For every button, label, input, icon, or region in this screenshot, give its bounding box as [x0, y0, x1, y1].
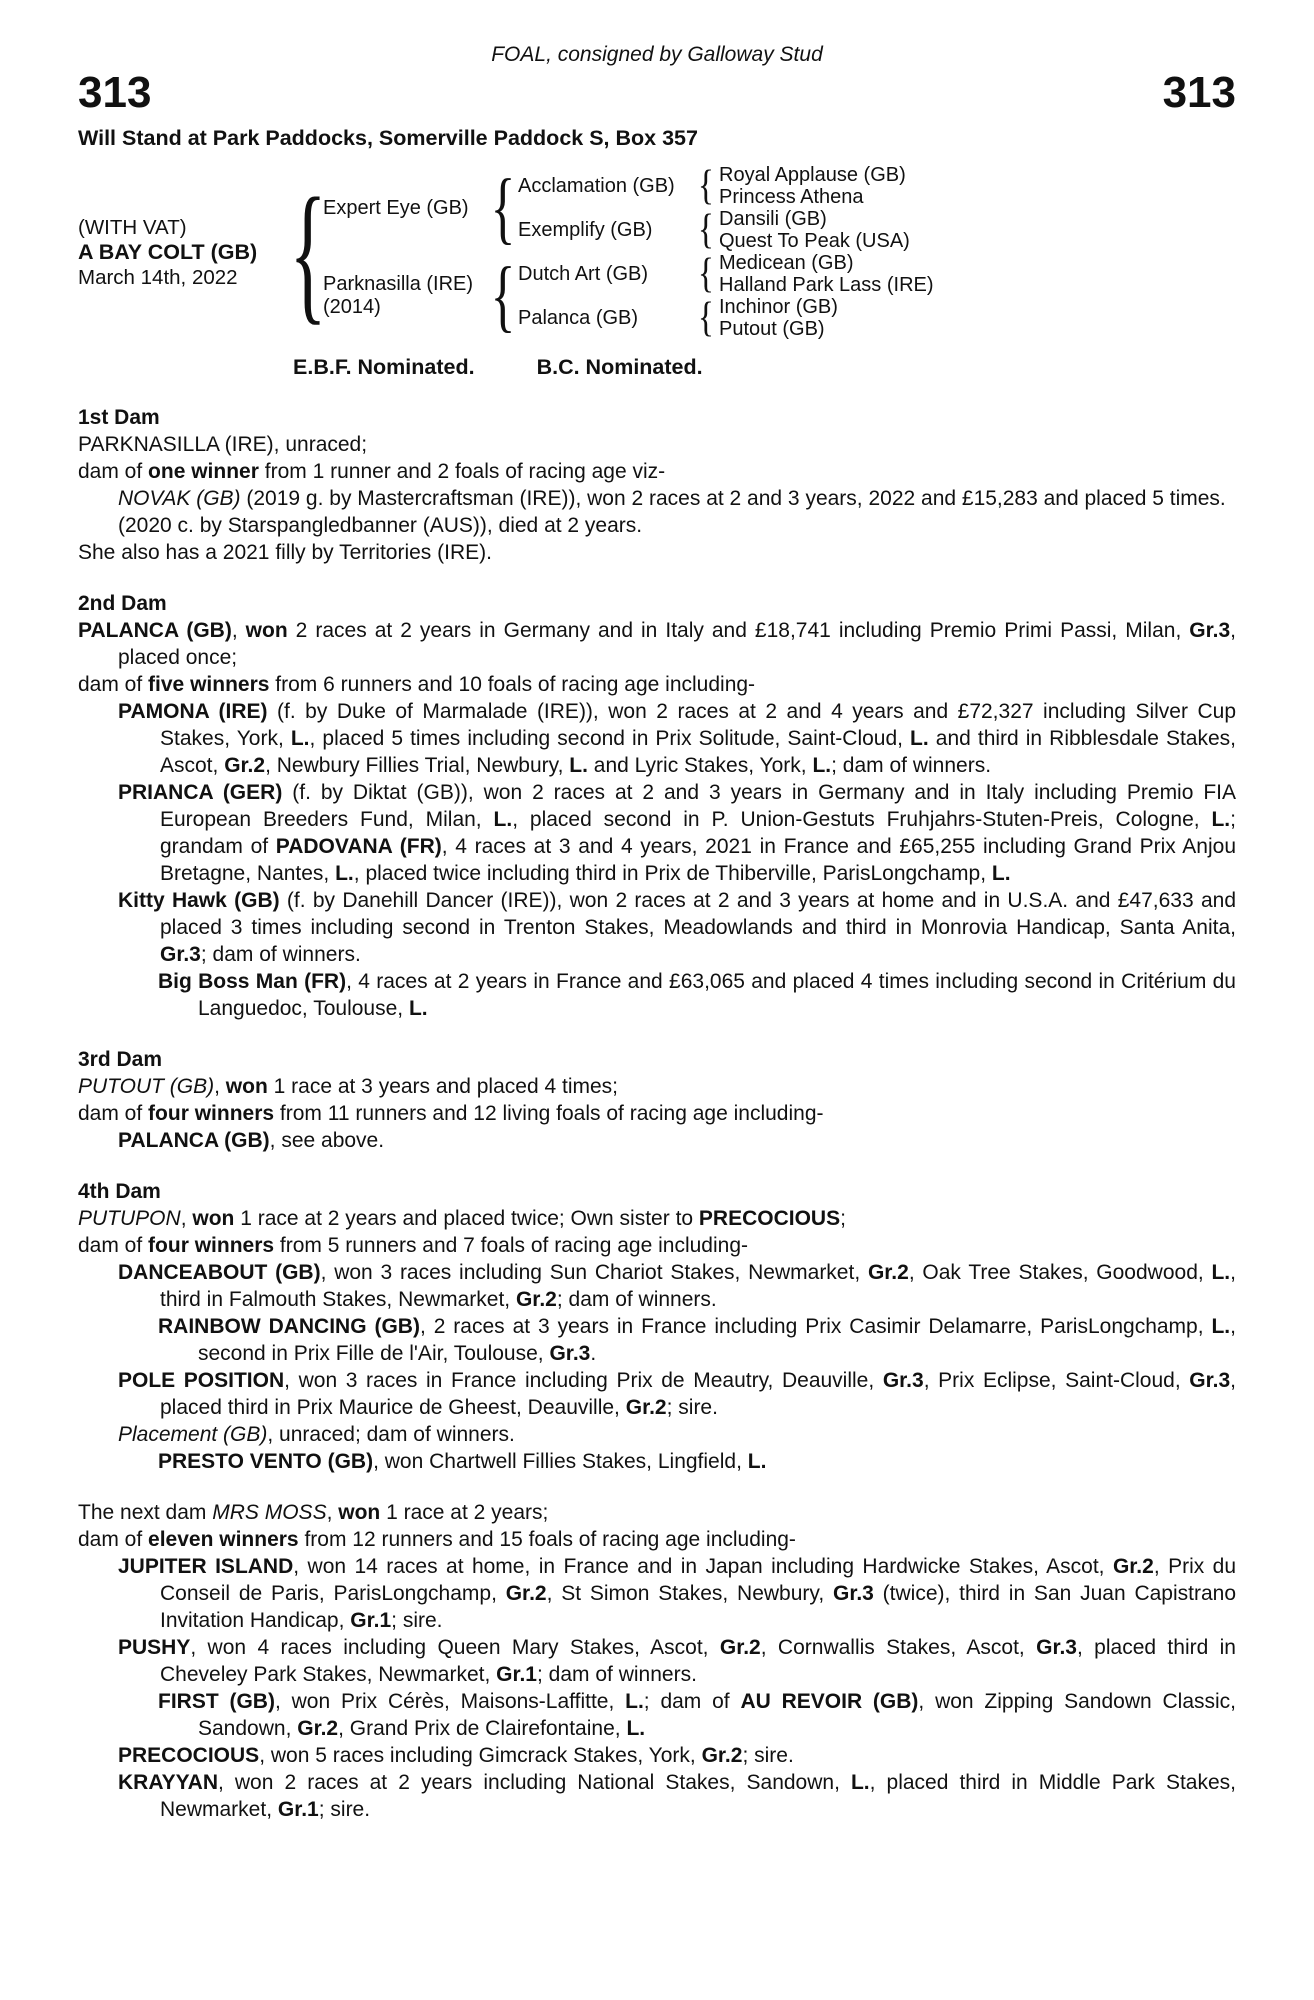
- sire-brace-icon: {: [490, 164, 516, 252]
- gen3-brace-icon: {: [697, 295, 715, 341]
- gen3-brace-icon: {: [697, 251, 715, 297]
- dam-section: [78, 404, 1236, 566]
- gen3-name: Quest To Peak (USA): [719, 230, 910, 252]
- catalogue-paragraph: The next dam MRS MOSS, won 1 race at 2 years;: [78, 1501, 549, 1524]
- sire-dam-name: Exemplify (GB): [518, 219, 653, 241]
- dam-name: [323, 252, 488, 340]
- catalogue-paragraph: Big Boss Man (FR), 4 races at 2 years in France and £63,065 and placed 4 times including second in Critérium du Languedoc, Toulouse, L.: [158, 970, 1236, 1020]
- gen3-brace-icon: {: [697, 163, 715, 209]
- catalogue-paragraph: She also has a 2021 filly by Territories (IRE).: [78, 541, 492, 564]
- vat-note: (WITH VAT): [78, 215, 187, 239]
- section-heading: 1st Dam: [78, 406, 160, 429]
- pedigree-table: [78, 164, 1236, 340]
- catalogue-paragraph: PARKNASILLA (IRE), unraced;: [78, 433, 368, 456]
- dam-section: [78, 590, 1236, 1022]
- pedigree-main-brace-icon: {: [289, 165, 327, 338]
- gen3-name: Medicean (GB): [719, 252, 854, 274]
- catalogue-paragraph: (2020 c. by Starspangledbanner (AUS)), died at 2 years.: [118, 514, 643, 537]
- catalogue-paragraph: dam of eleven winners from 12 runners and 15 foals of racing age including-: [78, 1528, 796, 1551]
- lot-number-right: 313: [1162, 68, 1236, 117]
- catalogue-paragraph: DANCEABOUT (GB), won 3 races including Sun Chariot Stakes, Newmarket, Gr.2, Oak Tree Stakes, Goodwood, L., third in Falmouth Stakes, Newmarket, Gr.2; dam of winners.: [118, 1261, 1236, 1311]
- catalogue-paragraph: PRECOCIOUS, won 5 races including Gimcrack Stakes, York, Gr.2; sire.: [118, 1744, 794, 1767]
- subject-info: [78, 164, 293, 340]
- catalogue-paragraph: PUSHY, won 4 races including Queen Mary Stakes, Ascot, Gr.2, Cornwallis Stakes, Ascot, Gr.3, placed third in Cheveley Park Stakes, Newmarket, Gr.1; dam of winners.: [118, 1636, 1236, 1686]
- foal-date: March 14th, 2022: [78, 265, 238, 289]
- gen3-name: Halland Park Lass (IRE): [719, 274, 934, 296]
- gen3-name: Putout (GB): [719, 318, 825, 340]
- catalogue-paragraph: KRAYYAN, won 2 races at 2 years including National Stakes, Sandown, L., placed third in Middle Park Stakes, Newmarket, Gr.1; sire.: [118, 1771, 1236, 1821]
- section-heading: 3rd Dam: [78, 1048, 163, 1071]
- consignor-line: FOAL, consigned by Galloway Stud: [491, 43, 823, 66]
- lot-number-left: 313: [78, 68, 152, 117]
- catalogue-paragraph: PRESTO VENTO (GB), won Chartwell Fillies Stakes, Lingfield, L.: [158, 1450, 767, 1473]
- dam-sire-name: Dutch Art (GB): [518, 263, 649, 285]
- catalogue-paragraph: PUTUPON, won 1 race at 2 years and placed twice; Own sister to PRECOCIOUS;: [78, 1207, 846, 1230]
- catalogue-paragraph: PALANCA (GB), won 2 races at 2 years in Germany and in Italy and £18,741 including Premio Primi Passi, Milan, Gr.3, placed once;: [78, 619, 1236, 669]
- catalogue-paragraph: PALANCA (GB), see above.: [118, 1129, 385, 1152]
- subject-name: A BAY COLT (GB): [78, 239, 258, 264]
- catalogue-paragraph: RAINBOW DANCING (GB), 2 races at 3 years in France including Prix Casimir Delamarre, ParisLongchamp, L., second in Prix Fille de l'Air, Toulouse, Gr.3.: [158, 1315, 1236, 1365]
- catalogue-paragraph: PAMONA (IRE) (f. by Duke of Marmalade (IRE)), won 2 races at 2 and 4 years and £72,327 including Silver Cup Stakes, York, L., placed 5 times including second in Prix Solitude, Saint-Cloud, L. and third in Ribblesdale Stakes, Ascot, Gr.2, Newbury Fillies Trial, Newbury, L. and Lyric Stakes, York, L.; dam of winners.: [118, 700, 1236, 777]
- dam-name-text: Parknasilla (IRE): [323, 273, 474, 295]
- dam-year: (2014): [323, 296, 381, 318]
- catalogue-paragraph: Kitty Hawk (GB) (f. by Danehill Dancer (IRE)), won 2 races at 2 and 3 years at home and in U.S.A. and £47,633 and placed 3 times including second in Trenton Stakes, Meadowlands and third in Monrovia Handicap, Santa Anita, Gr.3; dam of winners.: [118, 889, 1236, 966]
- sire-name: Expert Eye (GB): [323, 197, 469, 219]
- lot-number-row: [78, 70, 1236, 116]
- catalogue-paragraph: dam of four winners from 11 runners and 12 living foals of racing age including-: [78, 1102, 824, 1125]
- nominations-row: [78, 354, 1236, 380]
- dam-section: [78, 1178, 1236, 1475]
- gen3-brace-icon: {: [697, 207, 715, 253]
- catalogue-paragraph: dam of one winner from 1 runner and 2 foals of racing age viz-: [78, 460, 666, 483]
- catalogue-paragraph: dam of five winners from 6 runners and 10 foals of racing age including-: [78, 673, 756, 696]
- catalogue-body: [78, 404, 1236, 1823]
- dam-section: [78, 1499, 1236, 1823]
- catalogue-paragraph: dam of four winners from 5 runners and 7 foals of racing age including-: [78, 1234, 748, 1257]
- dam-section: [78, 1046, 1236, 1154]
- section-heading: 4th Dam: [78, 1180, 161, 1203]
- dam-brace-icon: {: [490, 252, 516, 340]
- catalogue-paragraph: Placement (GB), unraced; dam of winners.: [118, 1423, 515, 1446]
- dam-dam-name: Palanca (GB): [518, 307, 639, 329]
- sire-sire-name: Acclamation (GB): [518, 175, 675, 197]
- stand-location-line: Will Stand at Park Paddocks, Somerville Paddock S, Box 357: [78, 126, 698, 150]
- catalogue-paragraph: PUTOUT (GB), won 1 race at 3 years and placed 4 times;: [78, 1075, 618, 1098]
- catalogue-paragraph: POLE POSITION, won 3 races in France including Prix de Meautry, Deauville, Gr.3, Prix Eclipse, Saint-Cloud, Gr.3, placed third in Prix Maurice de Gheest, Deauville, Gr.2; sire.: [118, 1369, 1236, 1419]
- section-heading: 2nd Dam: [78, 592, 167, 615]
- catalogue-paragraph: FIRST (GB), won Prix Cérès, Maisons-Laffitte, L.; dam of AU REVOIR (GB), won Zipping Sandown Classic, Sandown, Gr.2, Grand Prix de Clairefontaine, L.: [158, 1690, 1237, 1740]
- gen3-name: Inchinor (GB): [719, 296, 838, 318]
- gen3-name: Dansili (GB): [719, 208, 827, 230]
- ebf-nomination: E.B.F. Nominated.: [293, 355, 475, 379]
- gen3-name: Royal Applause (GB): [719, 164, 906, 186]
- catalogue-paragraph: JUPITER ISLAND, won 14 races at home, in France and in Japan including Hardwicke Stakes, Ascot, Gr.2, Prix du Conseil de Paris, ParisLongchamp, Gr.2, St Simon Stakes, Newbury, Gr.3 (twice), third in San Juan Capistrano Invitation Handicap, Gr.1; sire.: [118, 1555, 1237, 1632]
- gen3-name: Princess Athena: [719, 186, 864, 208]
- catalogue-paragraph: NOVAK (GB) (2019 g. by Mastercraftsman (IRE)), won 2 races at 2 and 3 years, 2022 and £15,283 and placed 5 times.: [118, 487, 1226, 510]
- catalogue-paragraph: PRIANCA (GER) (f. by Diktat (GB)), won 2 races at 2 and 3 years in Germany and in Italy including Premio FIA European Breeders Fund, Milan, L., placed second in P. Union-Gestuts Fruhjahrs-Stuten-Preis, Cologne, L.; grandam of PADOVANA (FR), 4 races at 3 and 4 years, 2021 in France and £65,255 including Grand Prix Anjou Bretagne, Nantes, L., placed twice including third in Prix de Thiberville, ParisLongchamp, L.: [118, 781, 1237, 885]
- bc-nomination: B.C. Nominated.: [536, 355, 703, 379]
